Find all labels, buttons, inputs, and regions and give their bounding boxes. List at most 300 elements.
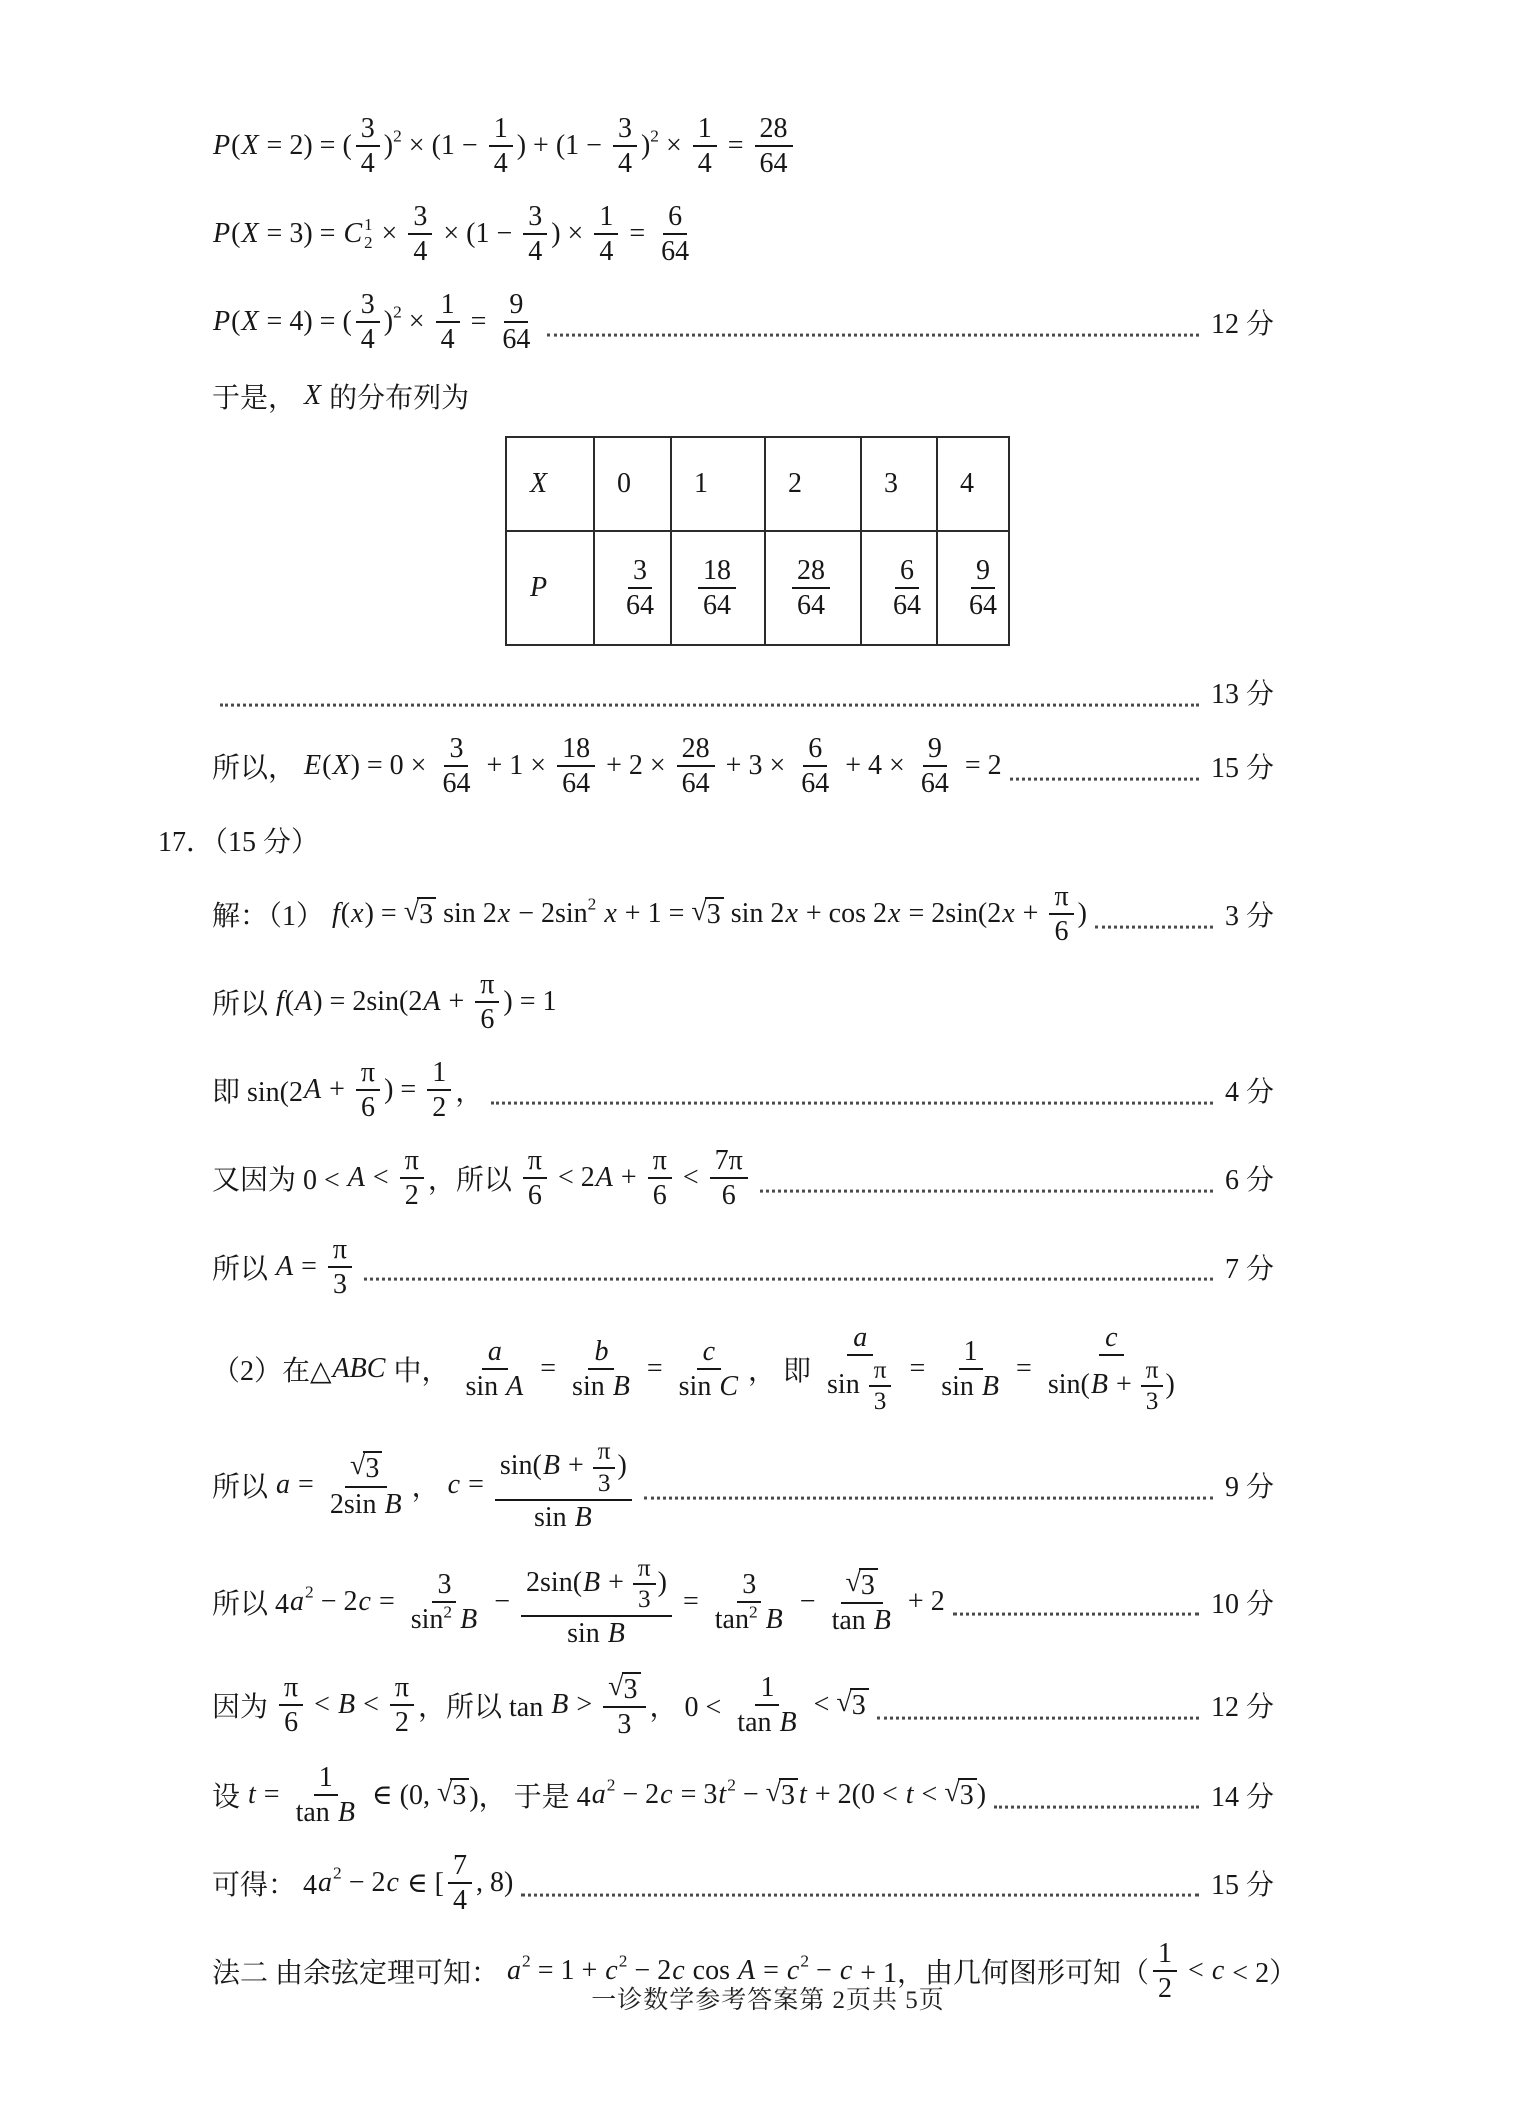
math-text: tan (295, 1796, 337, 1828)
math-text: 3 (623, 1673, 638, 1705)
math-variable: B (551, 1689, 569, 1721)
math-text: 所以 4 (212, 1588, 290, 1620)
math-text: + cos 2 (798, 898, 887, 930)
denominator: 6 (527, 1180, 542, 1212)
math-text: 设 (212, 1781, 248, 1813)
math-text: )， 于是 4 (469, 1781, 591, 1813)
denominator (567, 1370, 636, 1403)
math-text: sin 2 (723, 898, 785, 930)
numerator: 9 (971, 554, 995, 589)
math-variable: P (213, 130, 231, 162)
math-variable: a (318, 1866, 333, 1898)
math-text: ( (322, 750, 332, 782)
numerator (495, 1437, 632, 1500)
math-text: = 2) = ( (259, 130, 352, 162)
numerator (755, 1671, 779, 1706)
radical-sign: √ (608, 1670, 624, 1702)
denominator (827, 1604, 897, 1637)
math-text: 所以 (212, 1472, 276, 1504)
math-text: 所以 (212, 1253, 276, 1285)
math-text: 4 (960, 468, 974, 500)
radical-sign: √ (765, 1776, 782, 1808)
math-variable: X (530, 468, 548, 500)
fraction (567, 1335, 636, 1403)
x-row (506, 437, 1009, 531)
radicand (850, 1688, 869, 1722)
numerator: 18 (698, 554, 736, 589)
distribution-table-body (506, 437, 1009, 645)
fraction (796, 732, 834, 800)
math-text: ( (340, 898, 351, 930)
dotted-leader (953, 1613, 1199, 1616)
math-text: = (291, 1469, 321, 1501)
numerator (697, 1335, 721, 1370)
numerator: 1 (693, 112, 717, 147)
math-text: tan (714, 1603, 749, 1635)
math-variable: c (1105, 1321, 1118, 1353)
numerator (588, 1335, 614, 1370)
fraction (613, 112, 637, 180)
fraction (732, 1671, 802, 1739)
denominator (674, 1370, 744, 1403)
math-text: + 2(0 < (807, 1778, 905, 1810)
numerator: 1 (594, 200, 618, 235)
math-variable: B (765, 1603, 783, 1635)
score-label: 7 分 (1224, 1253, 1274, 1285)
math-text: + 4 × (838, 750, 912, 782)
table-cell (594, 531, 671, 645)
table-row-label (506, 437, 594, 531)
math-variable: X (332, 750, 350, 782)
fraction (827, 1566, 897, 1637)
denominator: 2 (1158, 1972, 1173, 2004)
fraction (1141, 1356, 1164, 1417)
denominator: 64 (703, 590, 731, 622)
math-text: = (639, 1352, 670, 1384)
math-text: sin (941, 1370, 981, 1402)
math-text: < 2 (551, 1162, 595, 1194)
math-variable: X (241, 130, 259, 162)
math-text: ) (1077, 898, 1087, 930)
numerator: 7π (710, 1144, 748, 1179)
denominator: 3 (1145, 1388, 1159, 1416)
radical-sign: √ (350, 1450, 366, 1482)
math-variable: a (276, 1469, 291, 1501)
math-variable: x (351, 898, 364, 930)
numerator: 1 (427, 1056, 451, 1091)
denominator: 4 (413, 236, 428, 268)
fraction (916, 732, 954, 800)
math-text: ) = (384, 1074, 424, 1106)
math-text: 3 (617, 1708, 632, 1740)
math-text: ( (284, 986, 295, 1018)
fraction (557, 732, 595, 800)
method-2-cosine-line: 法二 由余弦定理可知： a 2 = 1 + c 2 − 2 c cos A = c 2 − c + 1，由几何图形可知（ $\frac{1}{2}$ < c < 2） (212, 1937, 1298, 2004)
denominator: 4 (599, 236, 614, 268)
math-text: ∈ [ (399, 1867, 444, 1899)
denominator: 6 (652, 1180, 667, 1212)
math-text: < (356, 1689, 386, 1721)
math-text: < (1181, 1954, 1211, 1986)
math-text: ) (383, 130, 394, 162)
numerator: 1 (489, 112, 513, 147)
math-text: 中， (386, 1355, 457, 1387)
math-variable: B (873, 1605, 891, 1637)
sup-value: 1 (364, 214, 373, 234)
denominator: 64 (801, 768, 830, 800)
numerator (603, 1670, 645, 1708)
fraction (279, 1671, 303, 1739)
math-variable: P (213, 306, 231, 338)
numerator (345, 1450, 387, 1488)
math-variable: B (981, 1370, 1000, 1402)
math-text: ∈ (0, (364, 1779, 437, 1811)
math-text: ，所以 tan (418, 1692, 551, 1724)
math-text: = 3) = (259, 218, 343, 250)
dotted-leader (220, 703, 1199, 706)
numerator (314, 1761, 338, 1796)
square-root (608, 1672, 640, 1706)
numerator (959, 1335, 983, 1370)
radical-sign: √ (403, 896, 420, 928)
math-variable: P (530, 572, 548, 604)
math-variable: C (343, 218, 363, 250)
math-text: ， (411, 1472, 447, 1504)
numerator: π (648, 1144, 672, 1179)
math-text: + 2 (900, 1585, 945, 1617)
math-text: ) (640, 130, 651, 162)
score-label: 6 分 (1224, 1165, 1274, 1197)
denominator: 64 (442, 768, 471, 800)
math-text: ， (455, 1077, 484, 1109)
square-root (836, 1688, 868, 1722)
fraction (710, 1568, 789, 1636)
math-text: = (675, 1585, 706, 1617)
dotted-leader (547, 333, 1199, 336)
denominator (406, 1603, 483, 1636)
math-variable: B (612, 1370, 630, 1402)
math-text: ， 0 < (649, 1692, 729, 1724)
math-variable: c (786, 1954, 800, 1986)
math-text: = 1 + (530, 1954, 605, 1986)
math-text: = (622, 218, 653, 250)
fraction (648, 1144, 672, 1212)
math-text: × (374, 218, 405, 250)
numerator: 3 (523, 200, 547, 235)
solution-lines (158, 672, 1536, 2005)
math-text: ) × (551, 218, 591, 250)
substitution-t-line: 设 t = $\frac{1}{\text{tan B}}$ ∈ (0, √ 3 )， 于是 4 a 2 − 2 c = 3 t 2 − √ 3 t + 2(0 < t < √ 3 ) 14 分 (212, 1761, 1274, 1828)
denominator: 64 (562, 768, 591, 800)
math-text: = 2 (957, 750, 1002, 782)
numerator: π (400, 1144, 424, 1179)
math-text: + (322, 1074, 352, 1106)
math-variable: A (506, 1370, 524, 1402)
math-variable: X (241, 218, 259, 250)
solution-part1-fx-line: 解：（1） f ( x ) = √ 3 sin 2 x − 2sin 2 x + 1 = √ 3 sin 2 x + cos 2 x = 2sin(2 x + $\frac{\pi}{6}$ ) 3 分 (212, 881, 1274, 948)
math-text: = (463, 306, 494, 338)
fraction (621, 554, 659, 622)
math-text: × (658, 130, 689, 162)
math-text: + 2 × (599, 750, 673, 782)
math-text: 1 (760, 1672, 775, 1704)
math-variable: A (423, 986, 441, 1018)
score-label: 12 分 (1210, 1692, 1274, 1724)
math-variable: E (304, 750, 322, 782)
denominator: 4 (453, 1884, 467, 1916)
fraction (460, 1335, 529, 1403)
radicand (958, 1778, 977, 1812)
fraction (677, 732, 715, 800)
numerator (482, 1335, 508, 1370)
score-label: 4 分 (1224, 1077, 1274, 1109)
math-text: 3 (365, 1453, 380, 1485)
math-text: 所以， (212, 753, 304, 785)
fraction (523, 1144, 547, 1212)
numerator (737, 1568, 761, 1603)
page-footer: 一诊数学参考答案第 2页共 5页 (591, 1987, 945, 2014)
fraction (822, 1321, 898, 1418)
denominator: 4 (617, 148, 632, 180)
math-variable: x (604, 898, 617, 930)
math-text: − 2sin (511, 898, 588, 930)
denominator: 2 (432, 1092, 447, 1124)
math-text (596, 898, 603, 930)
numerator: 3 (408, 200, 432, 235)
denominator (460, 1370, 529, 1403)
radical-sign: √ (436, 1776, 453, 1808)
a-and-c-line (212, 1437, 1274, 1534)
math-variable: ABC (332, 1352, 386, 1384)
fraction (328, 1233, 352, 1301)
denominator: 64 (661, 236, 690, 268)
denominator (562, 1617, 631, 1650)
math-text: + (1108, 1368, 1139, 1400)
numerator: 3 (356, 288, 380, 323)
math-text: 2 (788, 468, 802, 500)
numerator: 7 (448, 1849, 472, 1884)
fraction (1049, 880, 1073, 948)
math-variable: c (447, 1469, 461, 1501)
math-variable: f (276, 986, 284, 1018)
fraction (497, 288, 535, 356)
math-variable: t (248, 1778, 256, 1810)
fraction (693, 112, 717, 180)
table-cell (671, 531, 765, 645)
math-text: , 8) (476, 1866, 514, 1898)
math-variable: A (276, 1250, 294, 1282)
math-variable: f (332, 898, 340, 930)
numerator: 28 (755, 112, 793, 147)
probability-calculation-lines (212, 112, 1536, 416)
superscript: 2 (748, 1602, 758, 1622)
numerator: 3 (628, 554, 652, 589)
denominator (325, 1488, 408, 1521)
math-text: 3 (884, 468, 898, 500)
math-text: + 1，由几何图形可知（ (853, 1957, 1150, 1989)
score-label: 12 分 (1210, 309, 1274, 341)
fraction (1043, 1321, 1180, 1418)
math-variable: x (785, 898, 798, 930)
math-variable: B (384, 1488, 402, 1520)
denominator: 2 (404, 1180, 419, 1212)
numerator: π (523, 1144, 547, 1179)
math-text: sin 2 (436, 898, 497, 930)
fraction (674, 1335, 744, 1403)
math-variable: x (1002, 898, 1015, 930)
math-variable: a (853, 1321, 868, 1353)
denominator: 3 (332, 1268, 347, 1300)
distribution-intro-line (212, 376, 1274, 416)
math-variable: a (507, 1954, 522, 1986)
math-text: 3 (781, 1779, 796, 1811)
denominator (291, 1796, 361, 1829)
dotted-leader (760, 1190, 1213, 1193)
math-text: < (307, 1689, 337, 1721)
math-text: 1 (694, 468, 708, 500)
math-variable: c (605, 1954, 618, 1986)
math-text: − (809, 1954, 839, 1986)
fraction (710, 1144, 748, 1212)
math-text: − 2 (341, 1866, 386, 1898)
math-text: sin (533, 1501, 574, 1533)
numerator: π (279, 1671, 303, 1706)
denominator: 64 (502, 324, 531, 356)
numerator: 6 (803, 732, 827, 767)
math-text: 3 (706, 899, 721, 931)
math-text: ) = (364, 898, 404, 930)
numerator: π (1049, 880, 1073, 915)
math-text: < (914, 1778, 945, 1810)
square-root (846, 1568, 878, 1602)
math-text: + (613, 1162, 644, 1194)
math-variable: A (595, 1162, 613, 1194)
math-text: ) = 0 × (350, 750, 434, 782)
math-variable: c (660, 1778, 673, 1810)
math-variable: X (241, 306, 259, 338)
numerator: π (356, 1056, 380, 1091)
score-label: 13 分 (1210, 679, 1274, 711)
sub-value: 2 (364, 233, 373, 253)
denominator (936, 1370, 1005, 1403)
dotted-leader (644, 1496, 1213, 1499)
fraction (356, 112, 380, 180)
numerator: 3 (356, 112, 380, 147)
numerator: 9 (923, 732, 947, 767)
math-text: 可得： 4 (212, 1869, 318, 1901)
math-variable: B (460, 1603, 478, 1635)
square-root (437, 1778, 469, 1812)
math-text: = 2sin(2 (901, 898, 1002, 930)
math-text: = 4) = ( (259, 306, 352, 338)
fraction (964, 554, 1002, 622)
superscript: 2 (443, 1602, 453, 1622)
a-value-line (212, 1233, 1274, 1301)
denominator: 4 (360, 148, 375, 180)
math-text: = (1009, 1352, 1039, 1384)
square-root (350, 1451, 382, 1485)
math-text: + 1 × (479, 750, 554, 782)
math-text: 即 sin(2 (212, 1077, 304, 1109)
fraction (495, 1437, 632, 1534)
denominator: 64 (893, 590, 921, 622)
dotted-leader (364, 1278, 1213, 1281)
dotted-leader (491, 1102, 1213, 1105)
numerator: 1 (1153, 1937, 1177, 1972)
denominator: 6 (284, 1707, 299, 1739)
score-label: 14 分 (1210, 1781, 1274, 1813)
fraction (408, 200, 432, 268)
math-text: 3 (742, 1568, 757, 1600)
math-text: × (401, 306, 432, 338)
numerator: π (633, 1554, 656, 1586)
denominator: 3 (637, 1586, 651, 1614)
fraction (436, 288, 460, 356)
score-label: 15 分 (1210, 753, 1274, 785)
table-cell (937, 531, 1009, 645)
math-variable: A (347, 1162, 365, 1194)
fraction (594, 200, 618, 268)
denominator: 64 (969, 590, 997, 622)
math-variable: c (1211, 1954, 1225, 1986)
square-root (691, 897, 723, 931)
math-text: sin( (1047, 1368, 1090, 1400)
math-variable: c (672, 1954, 685, 1986)
p-x-equals-3-line (212, 200, 1274, 268)
fraction (291, 1761, 361, 1829)
math-text: 3 (437, 1568, 452, 1600)
fraction (523, 200, 547, 268)
math-text: ) (657, 1566, 667, 1598)
fraction (356, 1056, 380, 1124)
radicand (450, 1778, 469, 1812)
math-text: cos (685, 1954, 737, 1986)
math-variable: B (779, 1707, 797, 1739)
denominator (732, 1706, 802, 1739)
math-variable: A (304, 1074, 322, 1106)
math-text: ) = 1 (503, 986, 557, 1018)
result-range-line: 可得： 4 a 2 − 2 c ∈ [ $\frac{7}{4}$ , 8) 15 分 (212, 1849, 1274, 1916)
fraction (633, 1554, 656, 1615)
fraction (390, 1671, 414, 1739)
math-text: ， 即 (748, 1355, 819, 1387)
numerator: 18 (557, 732, 595, 767)
fraction (400, 1144, 424, 1212)
denominator (529, 1501, 598, 1534)
math-text: 于是， (212, 383, 304, 415)
math-variable: c (702, 1335, 716, 1367)
numerator: π (390, 1671, 414, 1706)
math-text: + 1 = (617, 898, 692, 930)
score-label: 15 分 (1210, 1869, 1274, 1901)
table-row-label (506, 531, 594, 645)
numerator (521, 1554, 672, 1617)
fraction (325, 1450, 408, 1521)
fraction (475, 968, 499, 1036)
math-text: + 3 × (718, 750, 793, 782)
fraction (521, 1554, 672, 1651)
math-text: < (675, 1162, 706, 1194)
math-text: 所以 (212, 989, 276, 1021)
numerator: 28 (792, 554, 830, 589)
numerator: 28 (677, 732, 715, 767)
math-text: = (756, 1954, 786, 1986)
math-text: tan (737, 1707, 779, 1739)
math-text: ( (231, 130, 241, 162)
math-text: × (1 − (436, 218, 520, 250)
denominator (822, 1356, 898, 1417)
math-text: ) (617, 1450, 627, 1482)
